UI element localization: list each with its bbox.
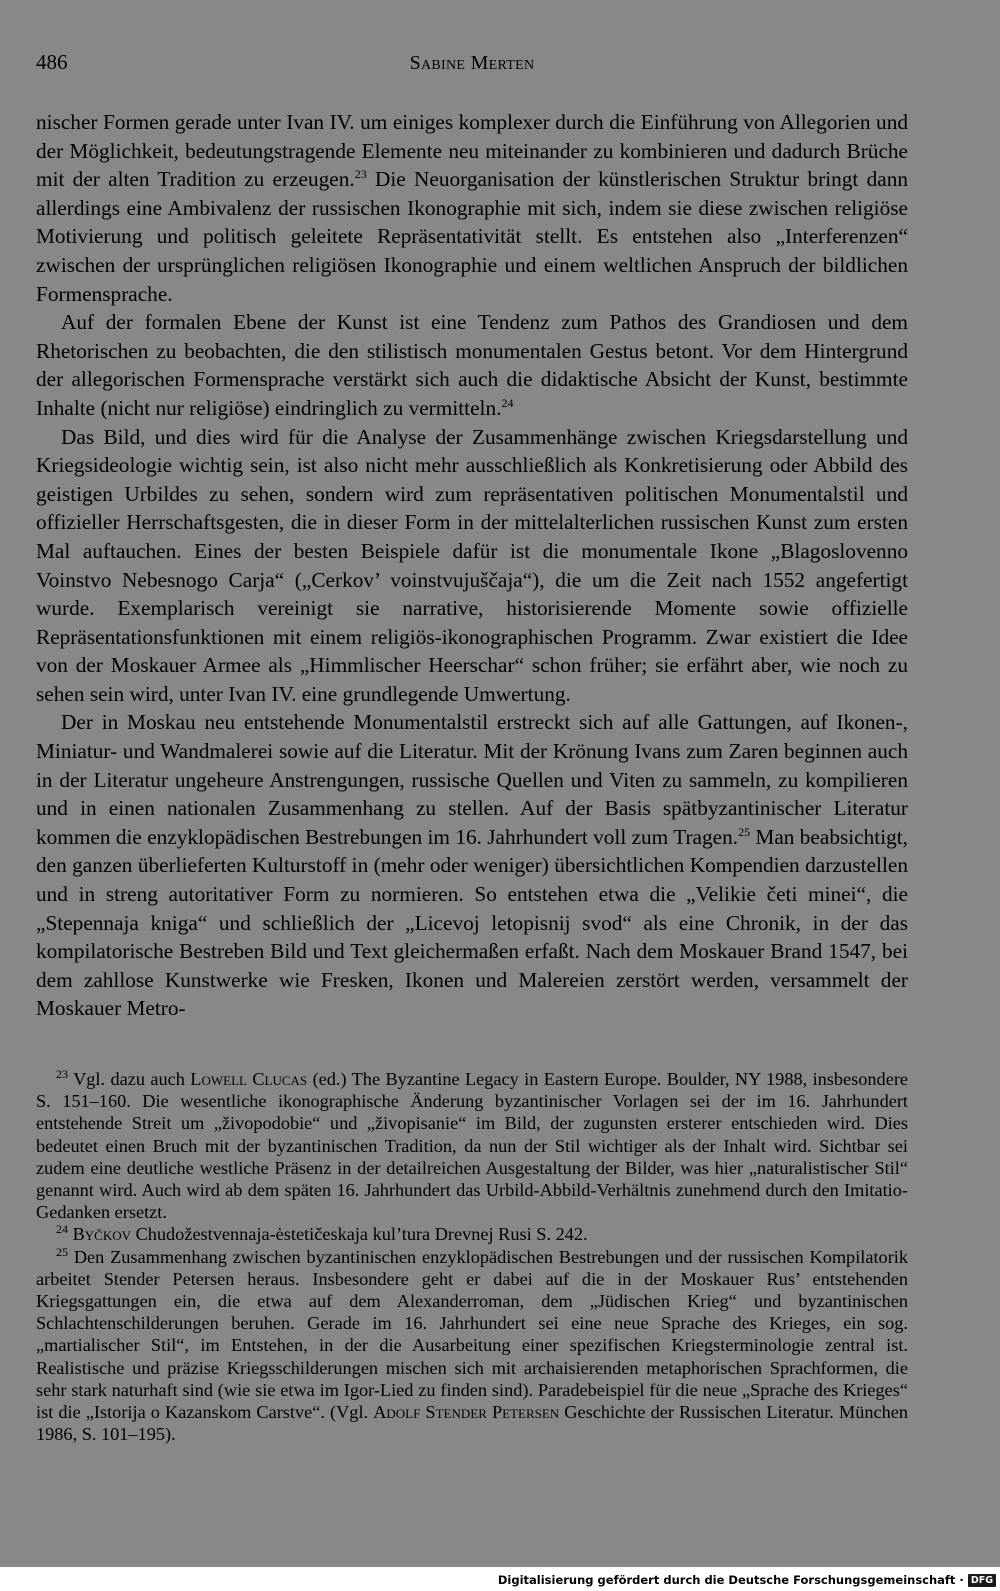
footnote-number: 24 [56, 1222, 68, 1237]
page-number: 486 [36, 50, 68, 74]
paragraph-4 [36, 708, 908, 1023]
footer-text: Digitalisierung gefördert durch die Deutsche Forschungsgemeinschaft · [497, 1573, 964, 1587]
footnote-ref-24[interactable]: 24 [501, 395, 514, 410]
footnote-24-text: Chudožestvennaja-ėstetičeskaja kul’tura Drevnej Rusi S. 242. [131, 1224, 588, 1245]
paragraph-4-text-a: Der in Moskau neu entstehende Monumentalstil erstreckt sich auf alle Gattungen, auf Ikonen-, Miniatur- und Wandmalerei sowie auf die Literatur. Mit der Krönung Ivans zum Zaren beginnen auch in der Literatur ungeheure Anstrengungen, russische Quellen und Viten zu sammeln, zu kompilieren und in einen nationalen Zusammenhang zu stellen. Auf der Basis spätbyzantinischer Literatur kommen die enzyklopädischen Bestrebungen im 16. Jahrhundert voll zum Tragen. [36, 710, 908, 849]
running-head: Sabine Merten [409, 52, 535, 74]
page-header [36, 50, 908, 82]
footnote-24 [36, 1223, 908, 1245]
footnote-number: 23 [56, 1066, 68, 1081]
paragraph-2 [36, 308, 908, 422]
footnote-ref-25[interactable]: 25 [738, 824, 751, 839]
footnote-25-author: Adolf Stender Petersen [373, 1402, 560, 1423]
footnote-25-text-b: Geschichte der Russischen Literatur. München 1986, S. 101–195). [36, 1402, 909, 1445]
paragraph-3: Das Bild, und dies wird für die Analyse der Zusammenhänge zwischen Kriegsdarstellung und Kriegsideologie wichtig sein, ist also nicht mehr ausschließlich als Konkretisierung oder Abbild des geistigen Urbildes zu sehen, sondern wird zum repräsentativen politischen Monumentalstil und offizieller Herrschaftsgesten, die in dieser Form in der mittelalterlichen russischen Kunst zum ersten Mal auftauchen. Eines der besten Beispiele dafür ist die monumentale Ikone „Blagoslovenno Voinstvo Nebesnogo Carja“ („Cerkov’ voinstvujuščaja“), die um die Zeit nach 1552 angefertigt wurde. Exemplarisch vereinigt sie narrative, historisierende Momente sowie offizielle Repräsentationsfunktionen mit einem religiös-ikonographischen Programm. Zwar existiert die Idee von der Moskauer Armee als „Himmlischer Heerschar“ schon früher; sie erfährt aber, wie noch zu sehen sein wird, unter Ivan IV. eine grundlegende Umwertung. [36, 424, 908, 706]
footnote-number: 25 [56, 1244, 68, 1259]
dfg-logo: DFG [968, 1574, 996, 1587]
footnote-23-text-a: Vgl. dazu auch [68, 1069, 191, 1089]
digitization-footer [498, 1571, 996, 1589]
body-text [36, 108, 908, 1023]
paragraph-1-text-a: nischer Formen gerade unter Ivan IV. um einiges komplexer durch die Einführung von Allegorien und der Möglichkeit, bedeutungstragende Elemente neu miteinander zu kombinieren und dadurch Brüche mit der alten Tradition zu erzeugen. [36, 110, 908, 192]
footnote-24-author: Byčkov [68, 1224, 131, 1245]
footnote-23-text-b: (ed.) The Byzantine Legacy in Eastern Europe. Boulder, NY 1988, insbesondere S. 151–160. Die wesentliche ikonographische Änderung byzantinischer Vorlagen sei der im 16. Jahrhundert entstehende Streit um „živopodobie“ und „živopisanie“ im Bild, der zugunsten ersterer entschieden wird. Dies bedeutet einen Bruch mit der byzantinischen Tradition, da nun der Stil wichtiger als der Inhalt wird. Sichtbar sei zudem eine deutliche westliche Präsenz in der detailreichen Ausgestaltung der Bilder, was hier „naturalistischer Stil“ genannt wird. Auch wird ab dem späten 16. Jahrhundert das Urbild-Abbild-Verhältnis zunehmend durch den Imitatio-Gedanken ersetzt. [36, 1069, 909, 1223]
footnotes [36, 1068, 908, 1445]
paragraph-1 [36, 108, 908, 308]
footnote-25-text-a: Den Zusammenhang zwischen byzantinischen enzyklopädischen Bestrebungen und der russischen Kompilatorik arbeitet Stender Petersen heraus. Insbesondere geht er dabei auf die in der Moskauer Rus’ entstehenden Kriegsgattungen ein, die etwa auf dem Alexanderroman, dem „Jüdischen Krieg“ und byzantinischen Schlachtenschilderungen beruhen. Gerade im 16. Jahrhundert sei eine neue Sprache des Krieges, ein sog. „martialischer Stil“, im Entstehen, in der die Ausarbeitung einer spezifischen Kriegsterminologie zentral ist. Realistische und präzise Kriegsschilderungen mischen sich mit archaisierenden metaphorischen Sprachformen, die sehr stark naturhaft sind (wie sie etwa im Igor-Lied zu finden sind). Paradebeispiel für die neue „Sprache des Krieges“ ist die „Istorija o Kazanskom Carstve“. (Vgl. [36, 1246, 908, 1423]
paragraph-2-text: Auf der formalen Ebene der Kunst ist eine Tendenz zum Pathos des Grandiosen und dem Rhetorischen zu beobachten, die den stilistisch monumentalen Gestus betont. Vor dem Hintergrund der allegorischen Formensprache verstärkt sich auch die didaktische Absicht der Kunst, bestimmte Inhalte (nicht nur religiöse) eindringlich zu vermitteln. [36, 310, 908, 420]
footnote-25 [36, 1246, 908, 1446]
footnote-ref-23[interactable]: 23 [354, 167, 367, 182]
footnote-23-author: Lowell Clucas [190, 1069, 308, 1089]
paragraph-1-text-b: Die Neuorganisation der künstlerischen Struktur bringt dann allerdings eine Ambivalenz der russischen Ikonographie mit sich, indem sie diese zwischen religiöse Motivierung und politisch geleitete Repräsentativität stellt. Es entstehen also „Interferenzen“ zwischen der ursprünglichen religiösen Ikonographie und einem weltlichen Anspruch der bildlichen Formensprache. [36, 167, 908, 306]
paragraph-4-text-b: Man beabsichtigt, den ganzen überlieferten Kulturstoff in (mehr oder weniger) übersichtlichen Kompendien darzustellen und in streng autoritativer Form zu normieren. So entstehen etwa die „Velikie četi minei“, die „Stepennaja kniga“ und schließlich der „Licevoj letopisnij svod“ als eine Chronik, in der das kompilatorische Bestreben Bild und Text gleichermaßen erfaßt. Nach dem Moskauer Brand 1547, bei dem zahllose Kunstwerke wie Fresken, Ikonen und Malereien zerstört werden, versammelt der Moskauer Metro- [36, 824, 908, 1021]
footnote-23 [36, 1068, 908, 1223]
